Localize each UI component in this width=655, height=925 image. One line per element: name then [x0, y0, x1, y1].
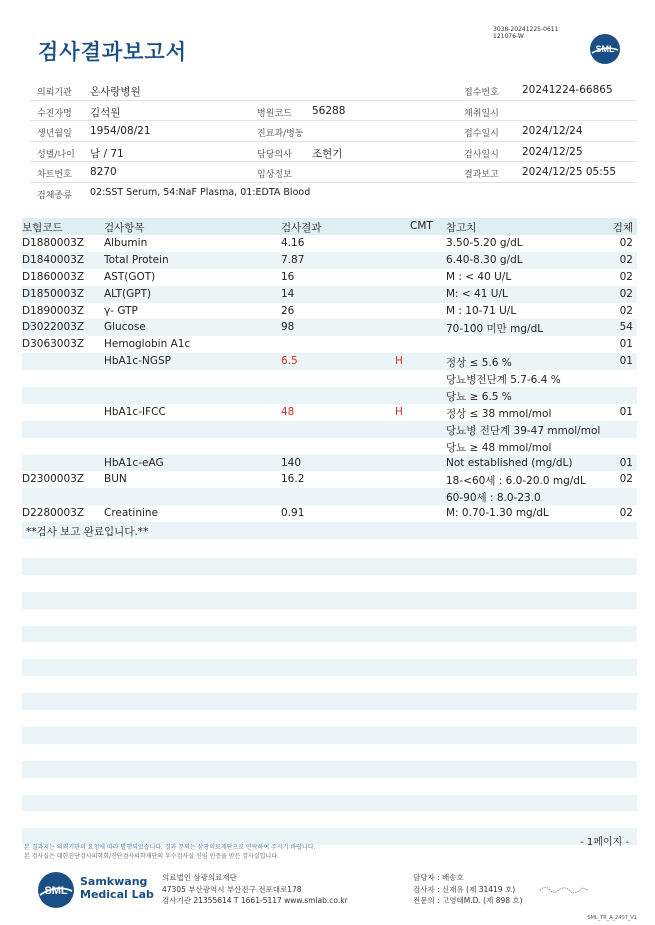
document-id-line-2: 121076-W — [493, 33, 524, 40]
info-label: 성별/나이 — [37, 149, 75, 160]
brand-line-2: Medical Lab — [80, 888, 154, 901]
blank-row — [22, 727, 637, 744]
info-label: 병원코드 — [257, 108, 292, 119]
info-label: 접수번호 — [464, 88, 499, 98]
test-flag: H — [395, 405, 403, 418]
info-label: 수진자명 — [37, 108, 72, 119]
test-name: Creatinine — [104, 507, 159, 520]
page-number: - 1페이지 - — [580, 837, 629, 848]
blank-row — [22, 659, 637, 676]
test-name: Albumin — [104, 237, 148, 249]
reference-range: 6.40-8.30 g/dL — [446, 253, 523, 266]
specimen-code: 01 — [619, 338, 633, 351]
org-address: 47305 부산광역시 부산진구 전포대로178 — [162, 885, 302, 894]
test-name: γ- GTP — [104, 304, 138, 317]
specimen-code: 02 — [619, 304, 633, 317]
table-row — [22, 252, 637, 269]
reference-range: 18-<60세 : 6.0-20.0 mg/dL — [446, 475, 586, 488]
test-result: 7.87 — [281, 253, 305, 266]
test-name: Hemoglobin A1c — [104, 338, 191, 351]
table-row — [22, 404, 637, 421]
reference-range: 60-90세 : 8.0-23.0 — [446, 492, 541, 505]
info-row — [30, 162, 637, 183]
info-value: 2024/12/25 05:55 — [522, 166, 617, 179]
brand-line-1: Samkwang — [80, 875, 148, 888]
test-result: 16 — [281, 270, 295, 283]
document-id — [493, 26, 558, 40]
specimen-code: 01 — [619, 405, 633, 418]
table-row — [22, 286, 637, 303]
info-row — [30, 121, 637, 142]
test-result: 98 — [281, 321, 295, 334]
blank-row — [22, 592, 637, 609]
info-row — [30, 101, 637, 122]
header-ref: 참고치 — [446, 222, 477, 234]
sml-logo-text: SML — [595, 44, 615, 54]
blank-row — [22, 558, 637, 575]
test-name: Glucose — [104, 321, 146, 334]
test-code: D3022003Z — [22, 321, 85, 334]
test-name: AST(GOT) — [104, 270, 156, 283]
table-row — [22, 387, 637, 404]
table-row — [22, 353, 637, 370]
specimen-code: 02 — [619, 237, 633, 249]
blank-row — [22, 795, 637, 812]
test-code: D1860003Z — [22, 270, 85, 283]
blank-row — [22, 693, 637, 710]
patient-info — [30, 80, 637, 204]
table-header — [22, 218, 637, 235]
test-name: Total Protein — [104, 253, 169, 266]
test-result: 48 — [281, 405, 295, 418]
blank-row — [22, 626, 637, 643]
reference-range: M : 10-71 U/L — [446, 304, 517, 317]
info-label: 검사일시 — [464, 149, 499, 160]
table-row — [22, 235, 637, 252]
org-contact: 검사기관 21355614 T 1661-5117 www.smlab.co.kr — [162, 896, 348, 905]
sml-footer-logo-icon — [36, 870, 76, 910]
staff-tester: 검사자 : 신재유 (제 31419 호) — [413, 885, 516, 894]
specimen-value: 02:SST Serum, 54:NaF Plasma, 01:EDTA Blood — [90, 186, 311, 198]
test-code: D1880003Z — [22, 237, 85, 249]
signature-icon — [538, 884, 590, 894]
table-row — [22, 319, 637, 336]
test-code: D1850003Z — [22, 287, 85, 300]
reference-range: 정상 ≤ 38 mmol/mol — [446, 407, 552, 420]
test-name: BUN — [104, 473, 127, 486]
specimen-code: 54 — [619, 321, 633, 334]
table-row — [22, 303, 637, 320]
test-result: 26 — [281, 304, 295, 317]
info-label: 결과보고 — [464, 170, 499, 181]
info-value: 2024/12/24 — [522, 125, 583, 138]
table-row — [22, 471, 637, 488]
specimen-code: 02 — [619, 473, 633, 486]
test-result: 140 — [281, 456, 302, 469]
header-name: 검사항목 — [104, 222, 145, 234]
test-name: ALT(GPT) — [104, 287, 152, 300]
info-value: 20241224-66865 — [522, 84, 613, 96]
info-label: 생년월일 — [37, 129, 72, 140]
footer-note-2: 본 검사실은 대한진단검사의학회/진단검사의학재단의 우수검사실 신임 인증을 받은 검사실입니다. — [24, 853, 279, 860]
header-result: 검사결과 — [281, 222, 322, 234]
reference-range: 당뇨병 전단계 39-47 mmol/mol — [446, 424, 601, 437]
test-result: 0.91 — [281, 507, 305, 520]
info-value: 8270 — [90, 166, 117, 179]
test-name: HbA1c-eAG — [104, 456, 164, 469]
report-complete-row — [22, 522, 637, 539]
info-value: 1954/08/21 — [90, 125, 151, 138]
specimen-code: 02 — [619, 270, 633, 283]
footer-note-1: 본 결과지는 의뢰기관의 요청에 따라 발행되었습니다. 결과 문의는 삼광의료재단으로 연락하여 주시기 바랍니다. — [24, 844, 316, 851]
test-name: HbA1c-IFCC — [104, 405, 166, 418]
info-value: 온사랑병원 — [90, 86, 141, 98]
test-result: 4.16 — [281, 237, 305, 249]
info-label: 임상정보 — [257, 170, 292, 181]
specimen-code: 01 — [619, 456, 633, 469]
sml-logo-icon — [589, 33, 621, 65]
test-name: HbA1c-NGSP — [104, 355, 171, 368]
specimen-code: 01 — [619, 355, 633, 368]
header-spec: 검체 — [612, 222, 633, 234]
table-row — [22, 488, 637, 505]
test-code: D2280003Z — [22, 507, 85, 520]
reference-range: 당뇨병전단계 5.7-6.4 % — [446, 374, 561, 387]
reference-range: 정상 ≤ 5.6 % — [446, 357, 512, 370]
specimen-row — [30, 183, 637, 204]
header-code: 보험코드 — [22, 222, 63, 234]
reference-range: 70-100 미만 mg/dL — [446, 323, 544, 336]
reference-range: 당뇨 ≥ 48 mmol/mol — [446, 441, 552, 454]
info-value: 56288 — [312, 104, 346, 117]
table-row — [22, 269, 637, 286]
info-label: 진료과/병동 — [257, 129, 304, 140]
info-value: 2024/12/25 — [522, 145, 583, 158]
reference-range: M: < 41 U/L — [446, 287, 508, 300]
brand-name — [80, 875, 154, 901]
test-code: D1890003Z — [22, 304, 85, 317]
test-code: D1840003Z — [22, 253, 85, 266]
reference-range: 3.50-5.20 g/dL — [446, 237, 523, 249]
info-label: 차트번호 — [37, 170, 72, 181]
table-row — [22, 438, 637, 455]
info-label: 담당의사 — [257, 149, 292, 160]
reference-range: Not established (mg/dL) — [446, 456, 573, 469]
table-body — [22, 235, 637, 522]
report-complete-text: **검사 보고 완료입니다.** — [26, 526, 149, 539]
info-label: 의뢰기관 — [37, 88, 72, 98]
org-name: 의료법인 삼광의료재단 — [162, 873, 237, 882]
staff-specialist: 전문의 : 고영태M.D. (제 898 호) — [413, 896, 523, 905]
reference-range: 당뇨 ≥ 6.5 % — [446, 391, 512, 404]
test-result: 16.2 — [281, 473, 305, 486]
table-row — [22, 421, 637, 438]
document-id-line-1: 3038-20241225-0611 — [493, 26, 559, 33]
specimen-code: 02 — [619, 507, 633, 520]
reference-range: M: 0.70-1.30 mg/dL — [446, 507, 549, 520]
table-row — [22, 370, 637, 387]
info-label: 접수일시 — [464, 129, 499, 140]
reference-range: M : < 40 U/L — [446, 270, 512, 283]
info-label: 채취일시 — [464, 108, 499, 119]
results-table — [22, 218, 637, 539]
test-code: D2300003Z — [22, 473, 85, 486]
test-code: D3063003Z — [22, 338, 85, 351]
info-value: 남 / 71 — [90, 147, 124, 160]
info-value: 김석원 — [90, 106, 121, 119]
specimen-label: 검체종류 — [37, 190, 72, 201]
form-code: SML_TR_A_2407_V1 — [587, 915, 637, 921]
header-cmt: CMT — [410, 220, 433, 232]
info-value: 조현기 — [312, 147, 343, 160]
table-row — [22, 336, 637, 353]
specimen-code: 02 — [619, 287, 633, 300]
info-row — [30, 142, 637, 163]
test-result: 14 — [281, 287, 295, 300]
table-row — [22, 505, 637, 522]
test-result: 6.5 — [281, 355, 298, 368]
staff-manager: 담당자 : 배송호 — [413, 873, 464, 882]
table-row — [22, 455, 637, 472]
blank-row — [22, 761, 637, 778]
test-flag: H — [395, 355, 403, 368]
sml-footer-logo-text: SML — [44, 885, 68, 897]
info-row — [30, 80, 637, 101]
specimen-code: 02 — [619, 253, 633, 266]
report-title: 검사결과보고서 — [38, 40, 188, 64]
